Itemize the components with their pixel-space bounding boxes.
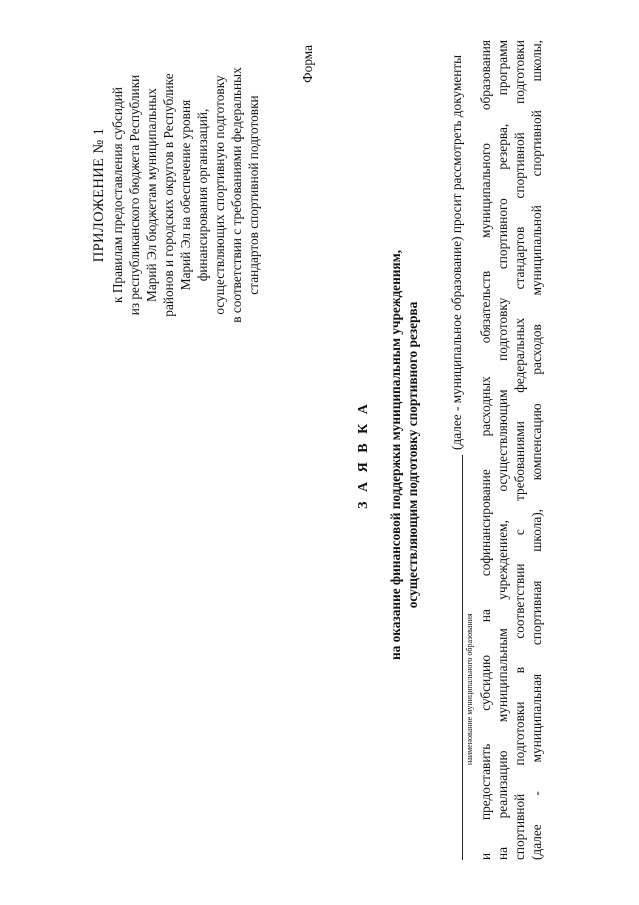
municipality-blank-caption: наименование муниципального образования	[465, 613, 474, 765]
appendix-line: к Правилам предоставления субсидий	[110, 87, 125, 303]
paragraph-line: (далее - муниципальная спортивная школа), компенсацию расходов муниципальной спортивной школы,	[529, 40, 544, 860]
paragraph-line: на реализацию муниципальным учреждением, осуществляющим подготовку спортивного резерва, программ	[495, 40, 510, 860]
appendix-line: Марий Эл бюджетам муниципальных	[144, 88, 159, 302]
document-subtitle-line: осуществляющим подготовку спортивного резерва	[405, 301, 420, 609]
appendix-line: стандартов спортивной подготовки	[246, 95, 261, 295]
body-text	[448, 40, 545, 860]
document-subtitle-line: на оказание финансовой поддержки муниципальным учреждениям,	[388, 250, 403, 660]
first-line-text: (далее - муниципальное образование) просит рассмотреть документы	[449, 54, 464, 450]
appendix-line: Марий Эл на обеспечение уровня	[178, 99, 193, 291]
appendix-block	[90, 45, 262, 345]
body-paragraph	[477, 40, 545, 860]
appendix-line: финансирования организаций,	[195, 108, 210, 282]
paragraph-line: спортивной подготовки в соответствии с требованиями федеральных стандартов спортивной подготовки	[512, 40, 527, 860]
appendix-line: осуществляющих спортивную подготовку	[212, 75, 227, 315]
document-title: З А Я В К А	[356, 401, 371, 509]
paragraph-line: и предоставить субсидию на софинансирование расходных обязательств муниципального образования	[478, 40, 493, 860]
document-heading	[355, 45, 421, 865]
appendix-line: районов и городских округов в Республике	[161, 73, 176, 317]
first-line	[448, 40, 474, 860]
appendix-title: ПРИЛОЖЕНИЕ № 1	[91, 127, 107, 263]
municipality-blank-line	[462, 455, 463, 860]
appendix-line: из республиканского бюджета Республики	[127, 74, 142, 316]
appendix-line: в соответствии с требованиями федеральных	[229, 67, 244, 323]
form-label: Форма	[300, 45, 315, 83]
